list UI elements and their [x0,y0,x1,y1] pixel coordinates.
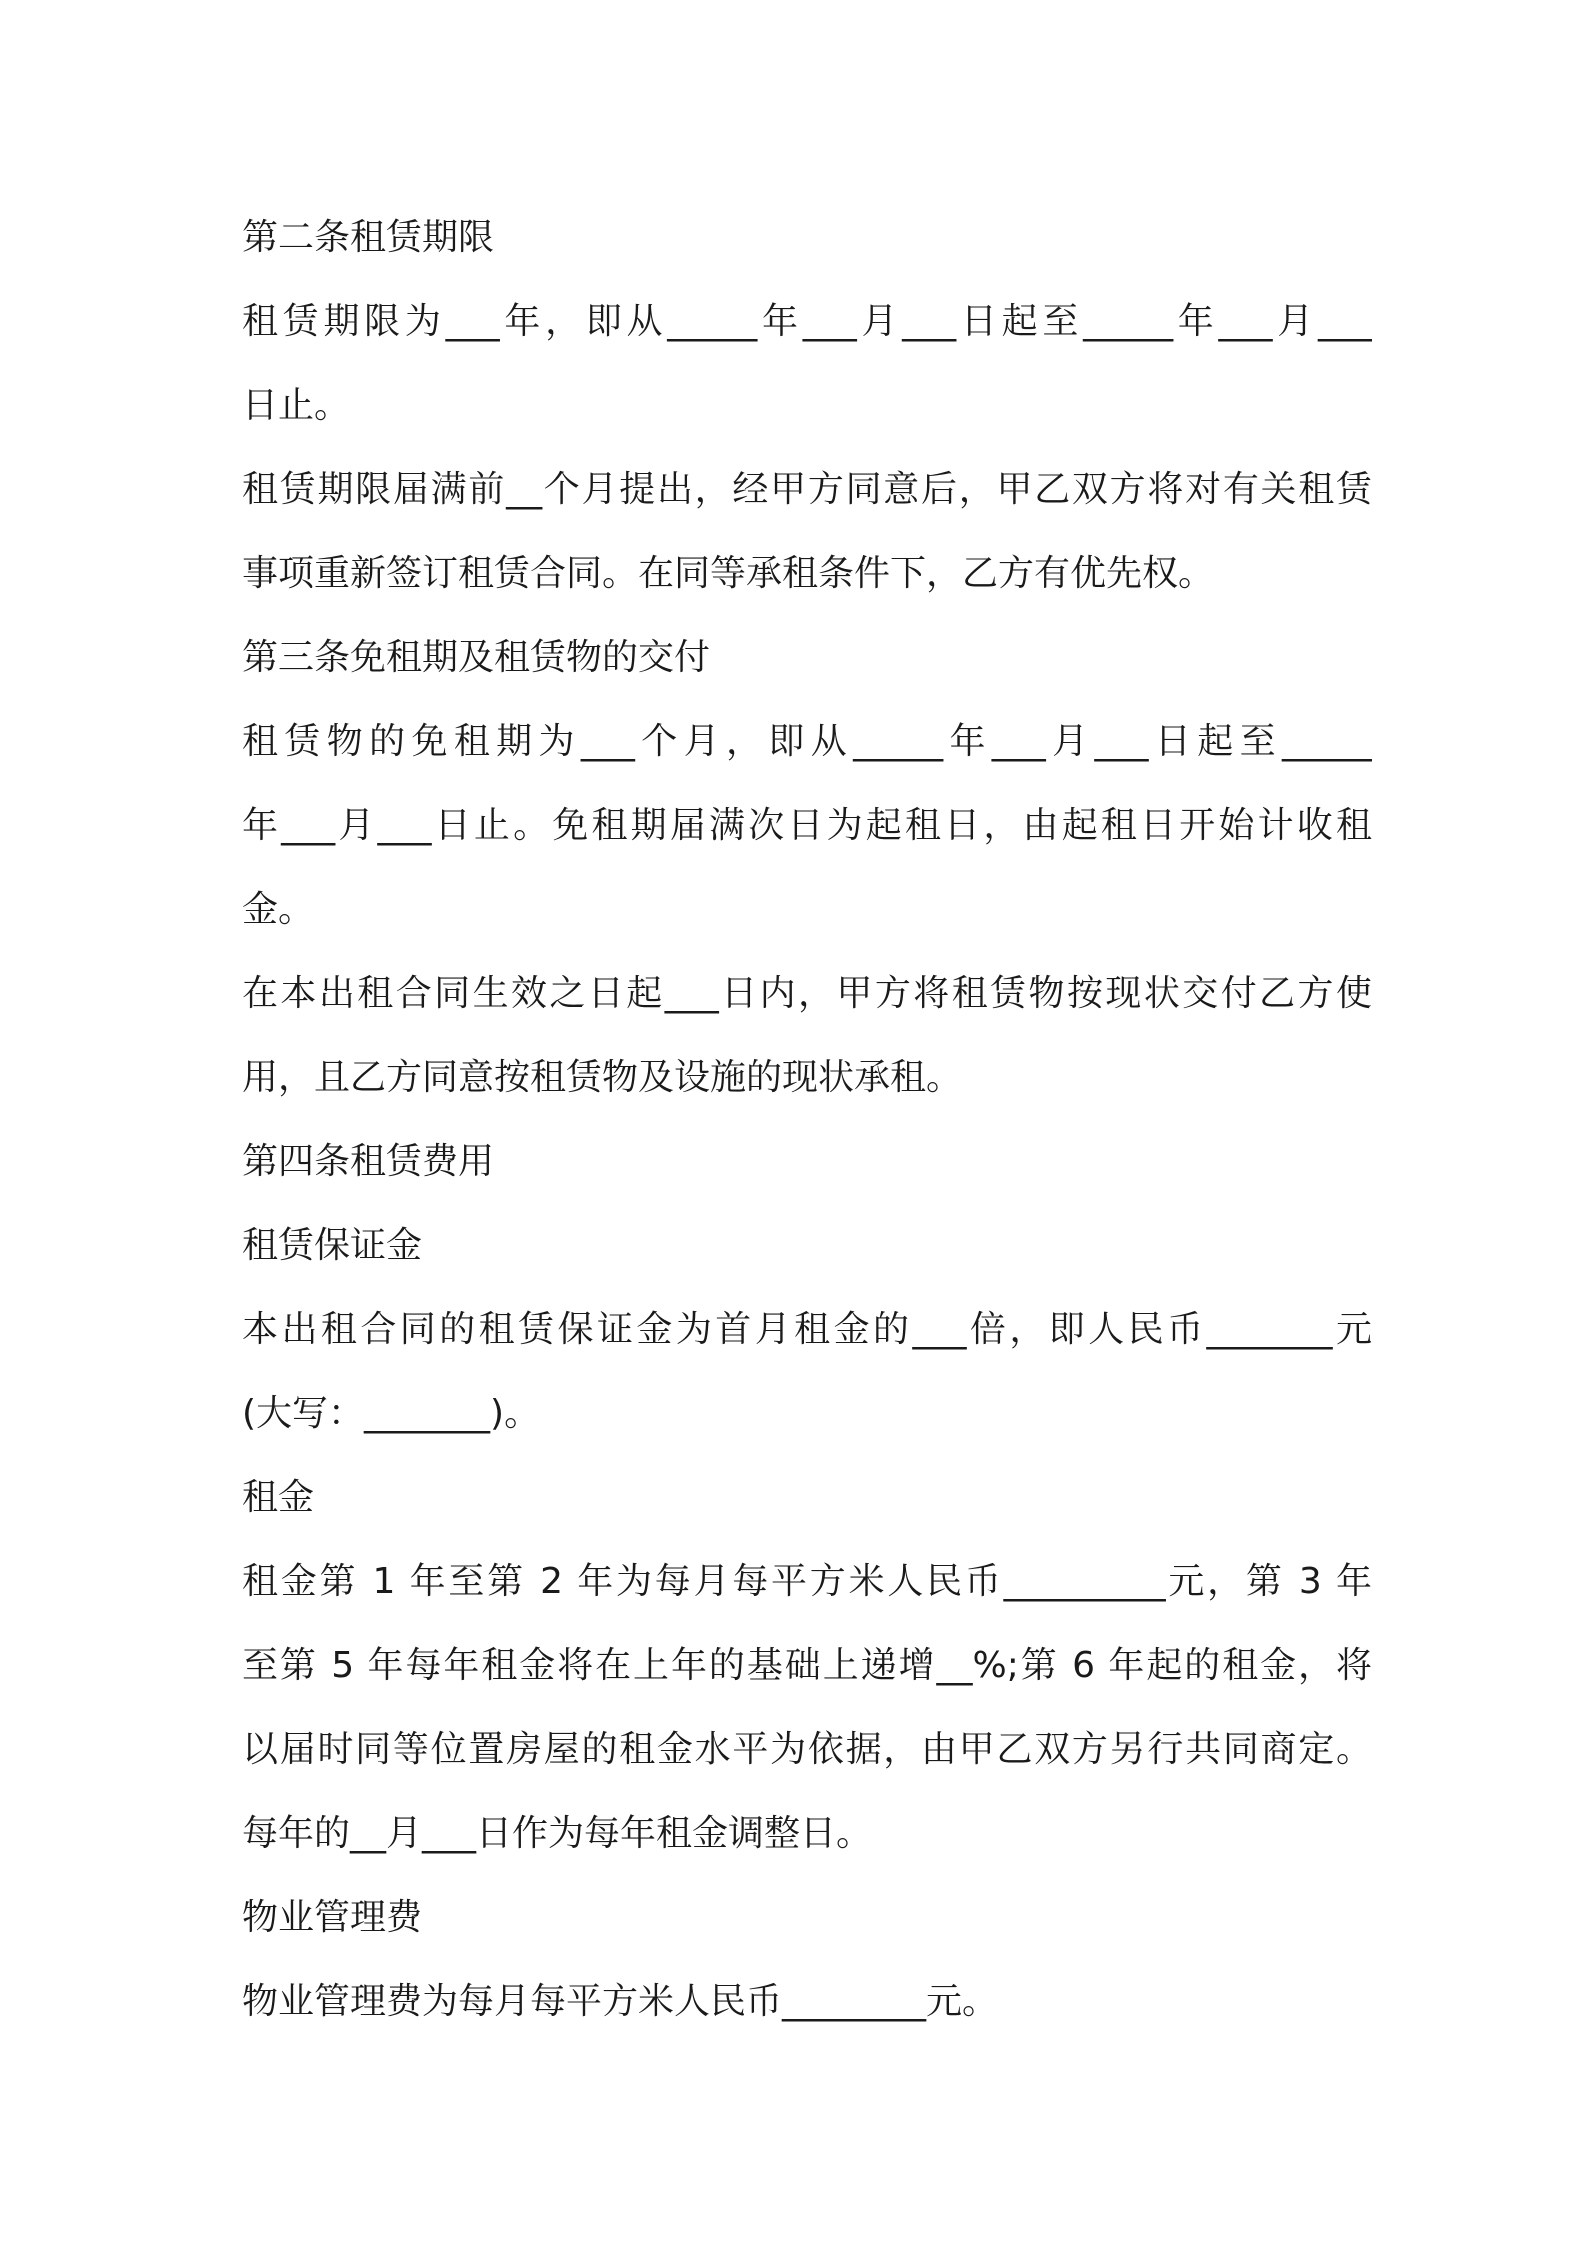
deposit-heading: 租赁保证金 [242,1225,423,1266]
renewal-line-1: 租赁期限届满前__个月提出，经甲方同意后，甲乙双方将对有关租赁 [242,469,1372,510]
delivery-line-1: 在本出租合同生效之日起___日内，甲方将租赁物按现状交付乙方使 [242,973,1372,1014]
article-3-title: 第三条免租期及租赁物的交付 [242,637,711,678]
article-4-title: 第四条租赁费用 [242,1141,495,1182]
contract-body [242,196,1372,2044]
property-fee-heading: 物业管理费 [242,1897,423,1938]
lease-term-line-2: 日止。 [242,385,351,426]
rent-heading: 租金 [242,1477,315,1518]
deposit-line-1: 本出租合同的租赁保证金为首月租金的___倍，即人民币_______元 [242,1309,1372,1350]
rent-line-2: 至第 5 年每年租金将在上年的基础上递增__%;第 6 年起的租金，将 [242,1645,1372,1686]
lease-term-line-1: 租赁期限为___年，即从_____年___月___日起至_____年___月___ [242,301,1372,342]
property-fee-line: 物业管理费为每月每平方米人民币________元。 [242,1981,999,2022]
article-2-title: 第二条租赁期限 [242,217,495,258]
rent-line-3: 以届时同等位置房屋的租金水平为依据，由甲乙双方另行共同商定。 [242,1729,1372,1770]
deposit-line-2: (大写：_______)。 [242,1393,541,1434]
rent-free-line-1: 租赁物的免租期为___个月，即从_____年___月___日起至_____ [242,721,1372,762]
rent-free-line-2: 年___月___日止。免租期届满次日为起租日，由起租日开始计收租 [242,805,1372,846]
renewal-line-2: 事项重新签订租赁合同。在同等承租条件下，乙方有优先权。 [242,553,1215,594]
rent-line-4: 每年的__月___日作为每年租金调整日。 [242,1813,873,1854]
rent-free-line-3: 金。 [242,889,315,930]
rent-line-1: 租金第 1 年至第 2 年为每月每平方米人民币_________元，第 3 年 [242,1561,1372,1602]
delivery-line-2: 用，且乙方同意按租赁物及设施的现状承租。 [242,1057,963,1098]
